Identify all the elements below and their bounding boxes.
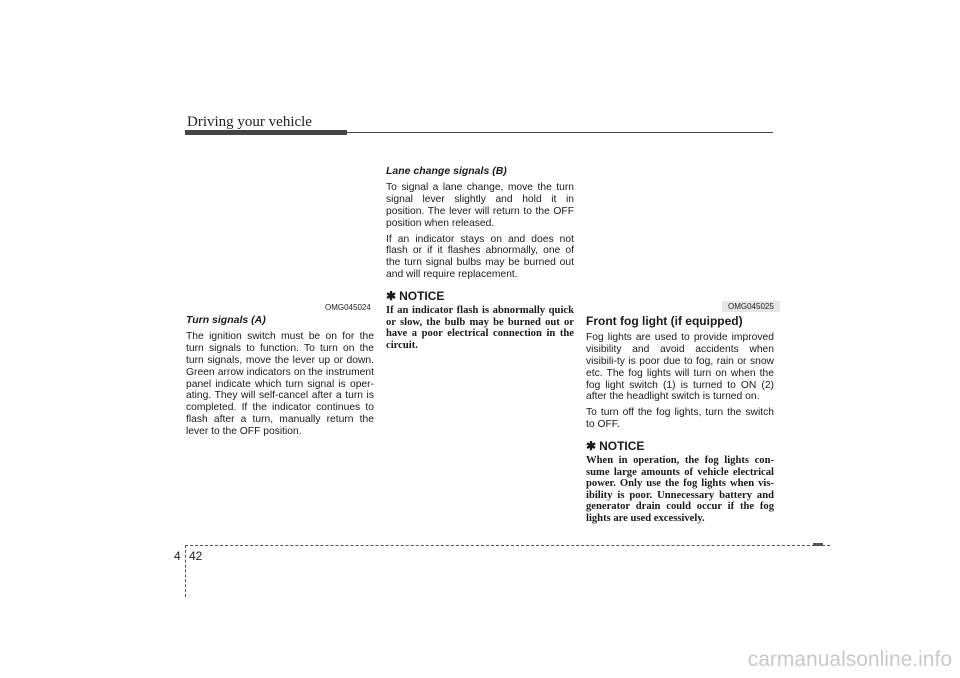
header-rule [185, 132, 773, 133]
notice-body-middle: If an indicator flash is abnormally quick or slow, the bulb may be burned out or have a poor electrical connection in the circuit. [386, 305, 574, 351]
fog-light-heading: Front fog light (if equipped) [586, 314, 743, 328]
image-code-left: OMG045024 [325, 303, 371, 312]
turn-signals-body: The ignition switch must be on for the turn signals to function. To turn on the turn signals, move the lever up or down. Green arrow indicators on the instrument panel indicate which turn signal is oper-ating. They will self-cancel after a turn is completed. If the indicator continues to flash after a turn, manually return the lever to the OFF position. [186, 330, 374, 438]
watermark: carmanualsonline.info [747, 648, 952, 671]
lane-change-para-2: If an indicator stays on and does not flash or if it flashes abnormally, one of the turn signal bulbs may be burned out and will require replacement. [386, 233, 574, 281]
image-code-right [722, 302, 780, 311]
notice-cross-icon: ✱ [586, 439, 597, 454]
fog-light-para-1: Fog lights are used to provide improved visibility and avoid accidents when visibili-ty is poor due to fog, rain or snow etc. The fog lights will turn on when the fog light switch (1) is turned to ON (2) after the headlight switch is turned on. [586, 331, 774, 403]
lane-change-para-1: To signal a lane change, move the turn signal lever slightly and hold it in position. The lever will return to the OFF position when released. [386, 181, 574, 229]
page-header-title: Driving your vehicle [187, 114, 312, 130]
left-column [186, 315, 374, 442]
notice-cross-icon: ✱ [386, 289, 397, 304]
chapter-number: 4 [174, 549, 181, 563]
notice-heading-middle [386, 291, 574, 303]
notice-heading-right [586, 441, 774, 453]
fog-light-para-2: To turn off the fog lights, turn the switch to OFF. [586, 407, 774, 431]
page-number: 42 [189, 549, 203, 563]
turn-signals-heading: Turn signals (A) [186, 314, 266, 326]
notice-heading-text: NOTICE [599, 439, 645, 454]
right-column [586, 316, 774, 529]
footer-vertical-rule [185, 545, 186, 597]
notice-body-right: When in operation, the fog lights con-sume large amounts of vehicle electrical power. Only use the fog lights when vis-ibility is poor. Unnecessary battery and generator drain could occur if the fog lights are used excessively. [586, 455, 774, 525]
notice-heading-text: NOTICE [399, 289, 445, 304]
middle-column [386, 166, 574, 355]
footer-tick-mark [813, 543, 823, 546]
image-code-right-label: OMG045025 [722, 301, 780, 312]
footer-dashed-rule [185, 545, 830, 546]
lane-change-heading: Lane change signals (B) [386, 165, 507, 177]
